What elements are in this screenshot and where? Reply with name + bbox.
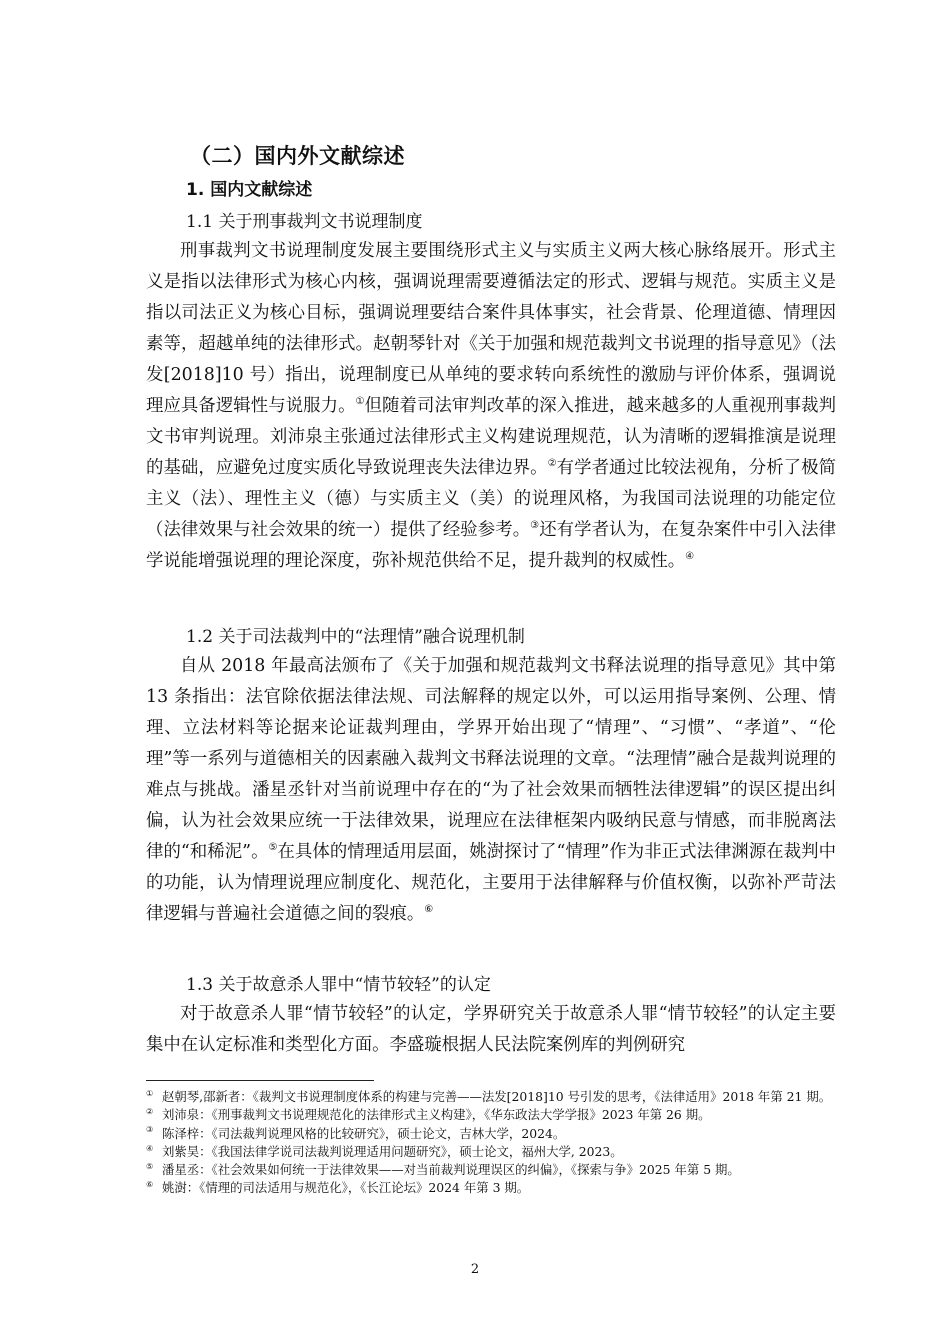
footnote-text: 刘紫昊：《我国法律学说司法裁判说理适用问题研究》，硕士论文，福州大学, 2023。 (162, 1143, 623, 1159)
footnote-text: 陈泽梓：《司法裁判说理风格的比较研究》，硕士论文，吉林大学，2024。 (162, 1125, 566, 1141)
footnote-ref: ② (547, 458, 557, 470)
para-text: 自从 2018 年最高法颁布了《关于加强和规范裁判文书释法说理的指导意见》其中第 13 条指出：法官除依据法律法规、司法解释的规定以外，可以运用指导案例、公理、情理、立法材料等论据来论证裁判理由，学界开始出现了“情理”、“习惯”、“孝道”、“伦理”等一系列与道德相关的因素融入裁判文书释法说理的文章。“法理情”融合是裁判说理的难点与挑战。潘星丞针对当前说理中存在的“为了社会效果而牺牲法律逻辑”的误区提出纠偏，认为社会效果应统一于法律效果，说理应在法律框架内吸纳民意与情感，而非脱离法律的“和稀泥”。 (146, 656, 836, 862)
subtopic-title-1-2: 1.2 关于司法裁判中的“法理情”融合说理机制 (186, 627, 525, 647)
para-text: 在具体的情理适用层面，姚澍探讨了“情理”作为非正式法律渊源在裁判中的功能，认为情理说理应制度化、规范化，主要用于法律解释与价值权衡，以弥补严苛法律逻辑与普遍社会道德之间的裂痕。 (146, 842, 836, 924)
footnote-item: ④ 刘紫昊：《我国法律学说司法裁判说理适用问题研究》，硕士论文，福州大学, 2023。 (146, 1143, 623, 1159)
footnote-item: ② 刘沛泉：《刑事裁判文书说理规范化的法律形式主义构建》，《华东政法大学学报》2023 年第 26 期。 (146, 1107, 711, 1123)
footnote-item: ⑤ 潘星丞：《社会效果如何统一于法律效果——对当前裁判说理误区的纠偏》，《探索与争》2025 年第 5 期。 (146, 1162, 740, 1178)
subtopic-title-1-3: 1.3 关于故意杀人罪中“情节较轻”的认定 (186, 975, 491, 995)
para-text: 有学者通过比较法视角，分析了极简主义（法）、理性主义（德）与实质主义（美）的说理风格，为我国司法说理的功能定位（法律效果与社会效果的统一）提供了经验参考。 (146, 458, 836, 540)
footnote-separator (146, 1080, 374, 1081)
footnote-item: ③ 陈泽梓：《司法裁判说理风格的比较研究》，硕士论文，吉林大学，2024。 (146, 1125, 566, 1141)
footnotes (146, 1088, 836, 1198)
para-text: 对于故意杀人罪“情节较轻”的认定，学界研究关于故意杀人罪“情节较轻”的认定主要集中在认定标准和类型化方面。李盛璇根据人民法院案例库的判例研究 (146, 1004, 836, 1055)
footnote-ref: ⑥ (424, 904, 434, 916)
footnote-text: 赵朝琴,邵新者：《裁判文书说理制度体系的构建与完善——法发[2018]10 号引发的思考，《法律适用》2018 年第 21 期。 (162, 1089, 832, 1104)
subsection-heading: 1. 国内文献综述 (186, 180, 313, 200)
footnote-text: 刘沛泉：《刑事裁判文书说理规范化的法律形式主义构建》，《华东政法大学学报》2023 年第 26 期。 (162, 1107, 711, 1123)
footnote-ref: ④ (685, 551, 695, 563)
page-number: 2 (470, 1262, 480, 1277)
footnote-text: 潘星丞：《社会效果如何统一于法律效果——对当前裁判说理误区的纠偏》，《探索与争》2025 年第 5 期。 (162, 1162, 740, 1178)
para-text: 但随着司法审判改革的深入推进，越来越多的人重视刑事裁判文书审判说理。刘沛泉主张通过法律形式主义构建说理规范，认为清晰的逻辑推演是说理的基础，应避免过度实质化导致说理丧失法律边界。 (146, 396, 836, 478)
footnote-text: 姚澍：《情理的司法适用与规范化》，《长江论坛》2024 年第 3 期。 (162, 1180, 530, 1196)
footnote-ref: ① (355, 396, 365, 408)
footnote-item: ① 赵朝琴,邵新者：《裁判文书说理制度体系的构建与完善——法发[2018]10 号引发的思考，《法律适用》2018 年第 21 期。 (146, 1088, 832, 1104)
subtopic-title-1-1: 1.1 关于刑事裁判文书说理制度 (186, 212, 423, 232)
paragraph-1-3 (146, 999, 836, 1061)
para-text: 刑事裁判文书说理制度发展主要围绕形式主义与实质主义两大核心脉络展开。形式主义是指以法律形式为核心内核，强调说理需要遵循法定的形式、逻辑与规范。实质主义是指以司法正义为核心目标，强调说理要结合案件具体事实，社会背景、伦理道德、情理因素等，超越单纯的法律形式。赵朝琴针对《关于加强和规范裁判文书说理的指导意见》（法发[2018]10 号）指出，说理制度已从单纯的要求转向系统性的激励与评价体系，强调说理应具备逻辑性与说服力。 (146, 241, 836, 416)
footnote-item: ⑥ 姚澍：《情理的司法适用与规范化》，《长江论坛》2024 年第 3 期。 (146, 1180, 530, 1196)
para-text: 还有学者认为，在复杂案件中引入法律学说能增强说理的理论深度，弥补规范供给不足，提升裁判的权威性。 (146, 520, 836, 571)
paragraph-1-1 (146, 236, 836, 577)
footnote-ref: ⑤ (268, 842, 278, 854)
paragraph-1-2 (146, 651, 836, 930)
section-heading: （二）国内外文献综述 (190, 144, 405, 168)
footnote-ref: ③ (530, 520, 540, 532)
